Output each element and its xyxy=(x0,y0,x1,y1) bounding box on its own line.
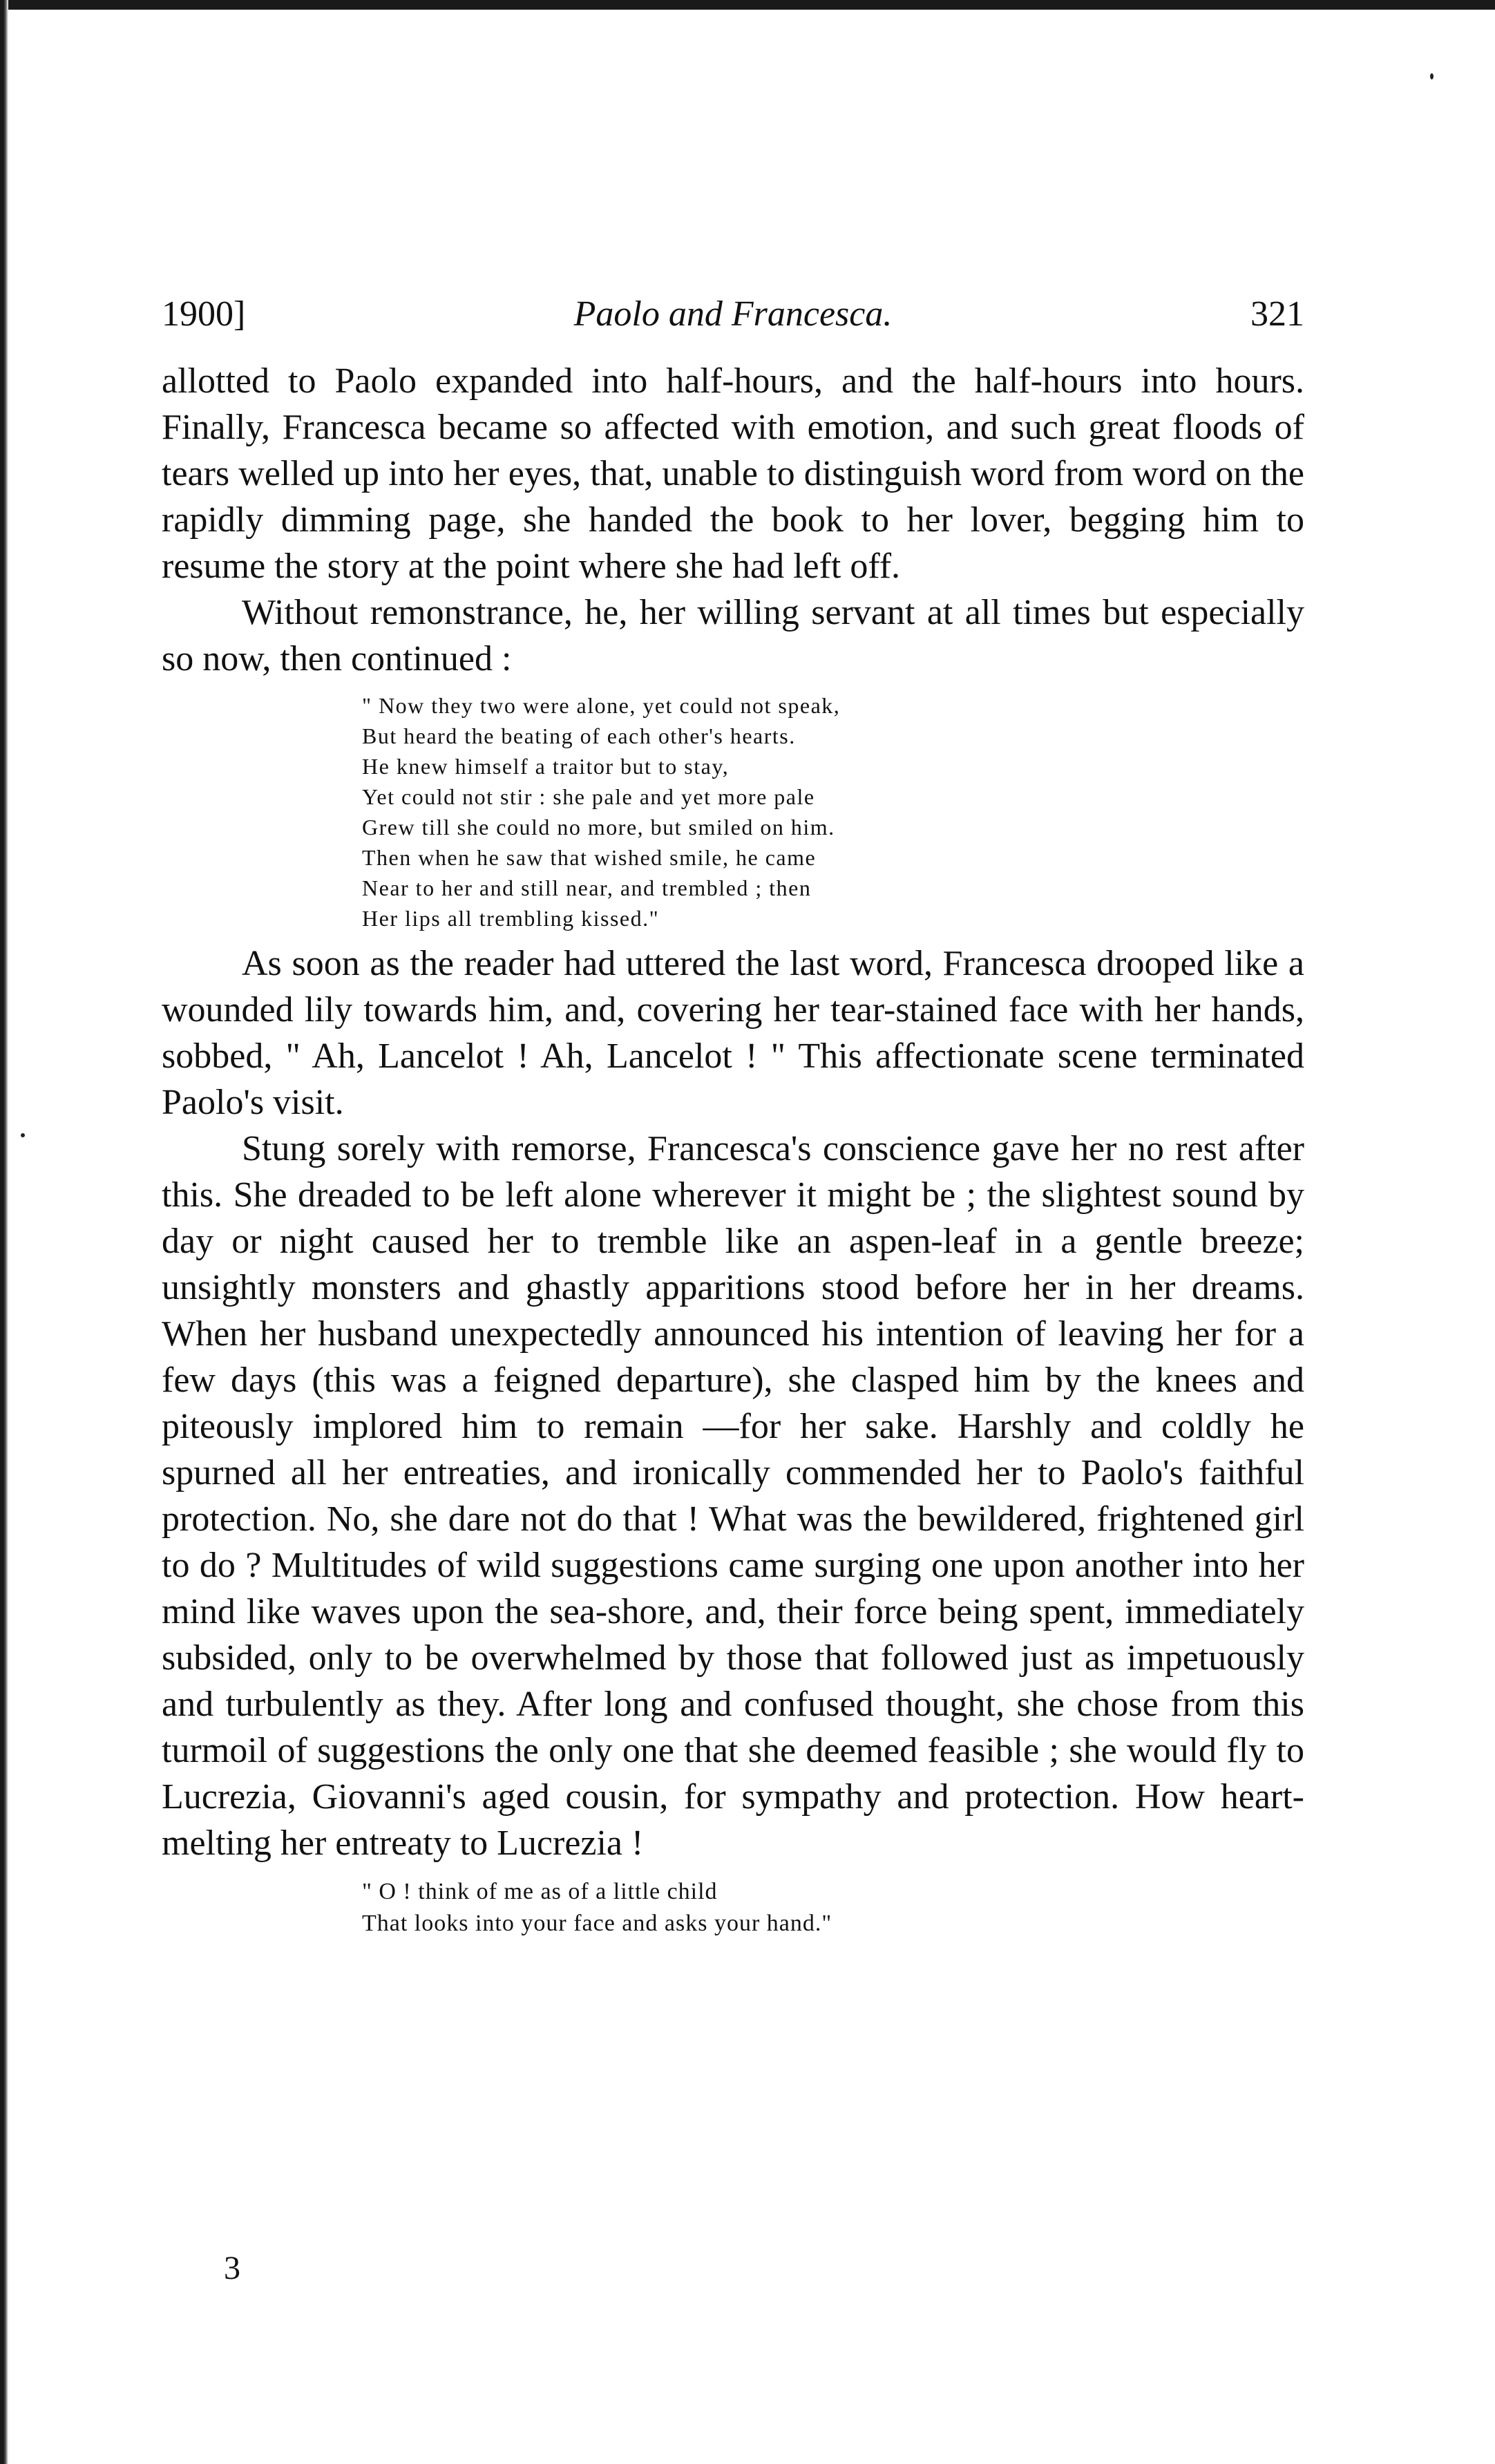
book-page xyxy=(162,290,1304,2286)
paragraph: As soon as the reader had uttered the last word, Francesca drooped like a wounded lily towards him, and, covering her tear-stained face with her hands, sobbed, " Ah, Lancelot ! Ah, Lancelot ! " This affectionate scene terminated Paolo's visit. xyxy=(162,944,1304,1122)
verse-line: Her lips all trembling kissed." xyxy=(362,906,660,931)
body-text xyxy=(162,358,1304,1940)
verse-quotation xyxy=(362,1876,1304,1940)
scan-speck xyxy=(21,1133,25,1137)
paragraph: Stung sorely with remorse, Francesca's conscience gave her no rest after this. She dreaded to be left alone wherever it might be ; the slightest sound by day or night caused her to tremble like an aspen-leaf in a gentle breeze; unsightly monsters and ghastly apparitions stood before her in her dreams. When her husband unexpectedly announced his intention of leaving her for a few days (this was a feigned departure), she clasped him by the knees and piteously implored him to remain —for her sake. Harshly and coldly he spurned all her entreaties, and ironically commended her to Paolo's faithful protection. No, she dare not do that ! What was the bewildered, frightened girl to do ? Multitudes of wild suggestions came surging one upon another into her mind like waves upon the sea-shore, and, their force being spent, immediately subsided, only to be overwhelmed by those that followed just as impetuously and turbulently as they. After long and confused thought, she chose from this turmoil of suggestions the only one that she deemed feasible ; she would fly to Lucrezia, Giovanni's aged cousin, for sympathy and protection. How heart-melting her entreaty to Lucrezia ! xyxy=(162,1129,1304,1863)
page-number: 321 xyxy=(1250,294,1304,334)
scan-edge-top xyxy=(0,0,1495,10)
paragraph: Without remonstrance, he, her willing servant at all times but especially so now, then continued : xyxy=(162,593,1304,679)
verse-line: But heard the beating of each other's hearts. xyxy=(362,723,796,748)
verse-line: Grew till she could no more, but smiled on him. xyxy=(362,815,835,840)
verse-line: Near to her and still near, and trembled ; then xyxy=(362,875,812,900)
header-title: Paolo and Francesca. xyxy=(573,294,893,334)
verse-line: That looks into your face and asks your hand." xyxy=(362,1911,832,1936)
signature-mark: 3 xyxy=(224,2250,240,2286)
header-year: 1900] xyxy=(162,294,246,334)
verse-line: " O ! think of me as of a little child xyxy=(362,1879,718,1904)
paragraph: allotted to Paolo expanded into half-hours, and the half-hours into hours. Finally, Francesca became so affected with emotion, and such great floods of tears welled up into her eyes, that, unable to distinguish word from word on the rapidly dimming page, she handed the book to her lover, begging him to resume the story at the point where she had left off. xyxy=(162,361,1304,586)
verse-line: He knew himself a traitor but to stay, xyxy=(362,754,730,779)
verse-quotation xyxy=(362,690,1304,934)
scan-speck xyxy=(1430,73,1434,79)
running-head xyxy=(162,290,1304,339)
verse-line: " Now they two were alone, yet could not speak, xyxy=(362,693,841,718)
scan-edge-left xyxy=(0,0,8,2464)
verse-line: Then when he saw that wished smile, he came xyxy=(362,845,817,870)
verse-line: Yet could not stir : she pale and yet more pale xyxy=(362,784,815,809)
